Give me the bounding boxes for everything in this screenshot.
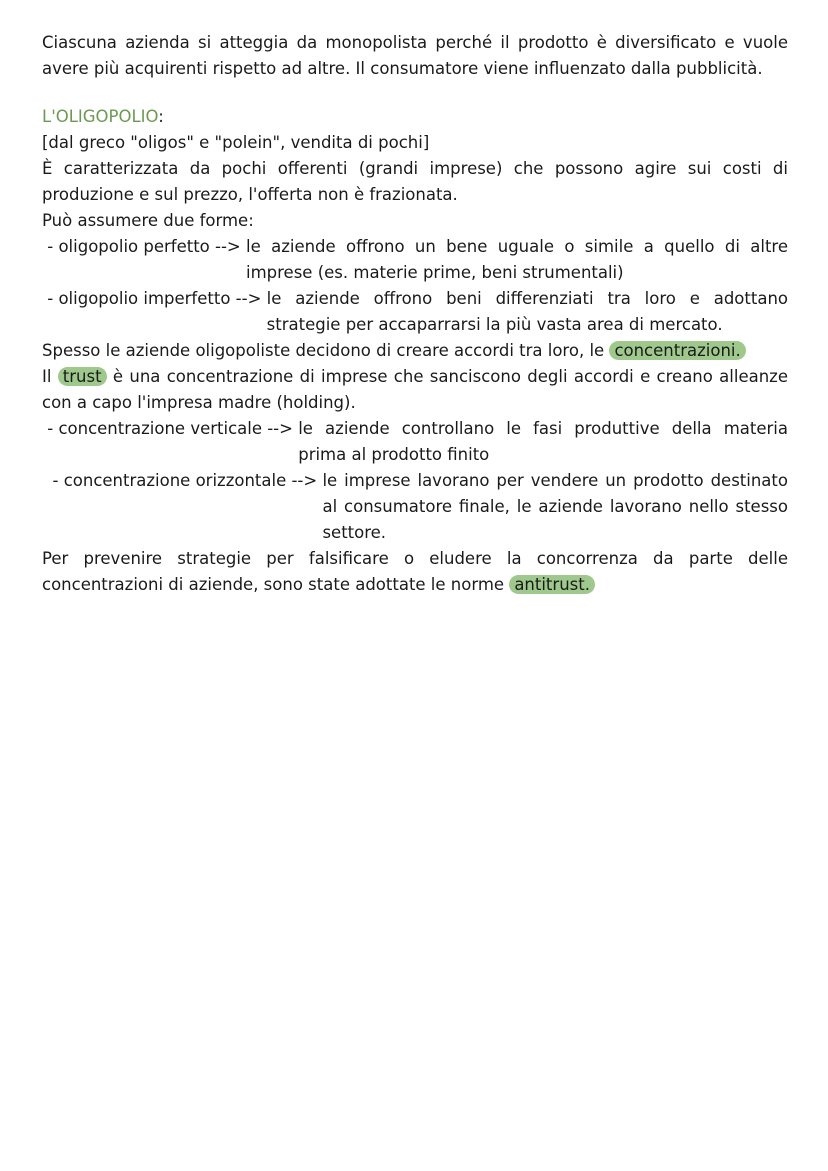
antitrust-text: Per prevenire strategie per falsificare o eludere la concorrenza da parte delle concentrazioni di aziende, sono state adottate le norme (42, 549, 788, 594)
trust-prefix: Il (42, 367, 52, 386)
highlight-trust: trust (58, 367, 107, 386)
form-term: oligopolio imperfetto --> (58, 289, 267, 308)
form-item-imperfect (42, 286, 788, 338)
concentration-item-vertical (42, 416, 788, 468)
antitrust-paragraph (42, 546, 788, 598)
highlight-antitrust: antitrust. (509, 575, 595, 594)
spacer (42, 82, 788, 104)
forms-intro: Può assumere due forme: (42, 211, 254, 230)
notes-page (42, 30, 788, 598)
concentration-description: le aziende controllano le fasi produttive della materia prima al prodotto finito (298, 419, 788, 464)
form-description: le aziende offrono beni differenziati tra loro e adottano strategie per accaparrarsi la più vasta area di mercato. (266, 289, 788, 334)
intro-paragraph: Ciascuna azienda si atteggia da monopolista perché il prodotto è diversificato e vuole avere più acquirenti rispetto ad altre. Il consumatore viene influenzato dalla pubblicità. (42, 33, 788, 78)
etymology-line: [dal greco "oligos" e "polein", vendita di pochi] (42, 133, 430, 152)
concentration-description: le imprese lavorano per vendere un prodotto destinato al consumatore finale, le aziende lavorano nello stesso settore. (322, 471, 788, 542)
section-title-colon: : (158, 107, 164, 126)
concentration-item-horizontal (42, 468, 788, 546)
list-dash: - (42, 289, 59, 308)
trust-paragraph (42, 364, 788, 416)
highlight-concentrazioni: concentrazioni. (609, 341, 745, 360)
concentrations-text: Spesso le aziende oligopoliste decidono di creare accordi tra loro, le (42, 341, 605, 360)
definition-paragraph: È caratterizzata da pochi offerenti (grandi imprese) che possono agire sui costi di produzione e sul prezzo, l'offerta non è frazionata. (42, 159, 788, 204)
concentrations-paragraph (42, 338, 788, 364)
form-item-perfect (42, 234, 788, 286)
form-term: oligopolio perfetto --> (58, 237, 246, 256)
form-description: le aziende offrono un bene uguale o simile a quello di altre imprese (es. materie prime, beni strumentali) (246, 237, 788, 282)
section-title: L'OLIGOPOLIO (42, 107, 159, 126)
list-dash: - (42, 471, 64, 490)
list-dash: - (42, 237, 59, 256)
trust-text: è una concentrazione di imprese che sanciscono degli accordi e creano alleanze con a capo l'impresa madre (holding). (42, 367, 788, 412)
list-dash: - (42, 419, 59, 438)
concentration-term: concentrazione verticale --> (58, 419, 299, 438)
section-heading (42, 104, 788, 130)
concentration-term: concentrazione orizzontale --> (63, 471, 323, 490)
